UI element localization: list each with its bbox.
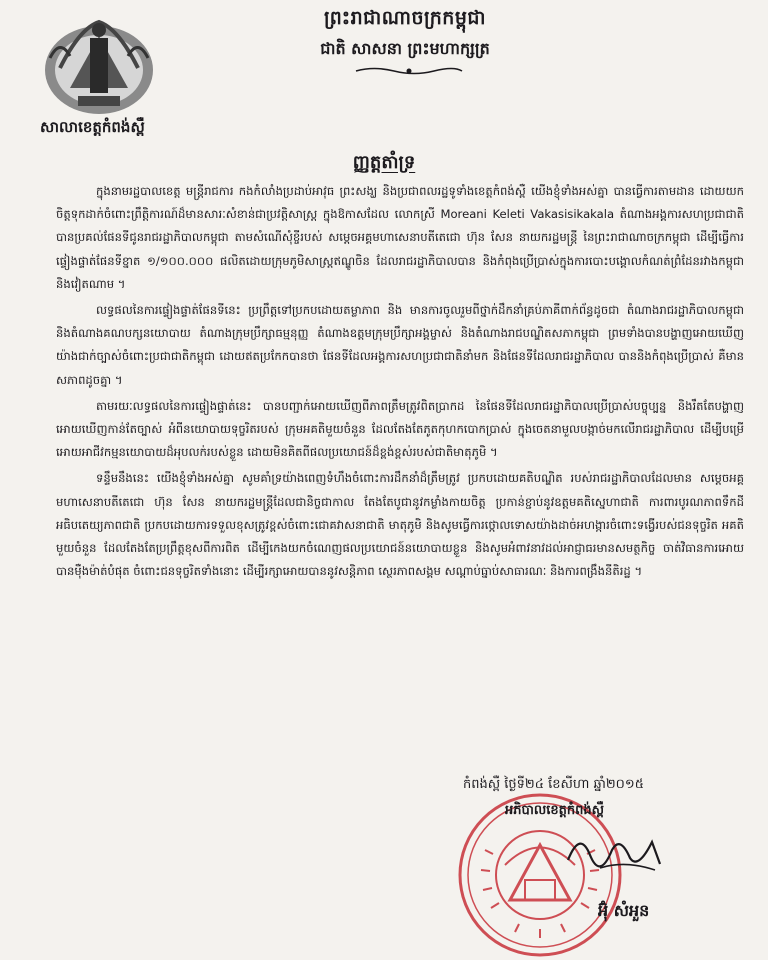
ministry-emblem [40, 8, 158, 120]
ornament-divider [354, 66, 464, 76]
paragraph: លទ្ធផលនៃការផ្ទៀងផ្ទាត់ផែនទីនេះ ប្រព្រឹត្តទៅប្រកបដោយតម្លាភាព និង មានការចូលរួមពីថ្នាក់ដឹកនាំគ្រប់ភាគីពាក់ព័ន្ធដូចជា តំណាងរាជរដ្ឋាភិបាលកម្ពុជា និងតំណាងគណបក្សនយោបាយ តំណាងក្រុមប្រឹក្សាធម្មនុញ្ញ តំណាងឧត្តមក្រុមប្រឹក្សាអង្គម្ចាស់ និងតំណាងរាជបណ្ឌិតសភាកម្ពុជា ព្រមទាំងបានបង្ហាញអោយឃើញយ៉ាងជាក់ច្បាស់ចំពោះប្រជាជាតិកម្ពុជា ដោយឥតប្រកែកបានថា ផែនទីដែលអង្គការសហប្រជាជាតិនាំមក និងផែនទីដែលរាជរដ្ឋាភិបាល បាននិងកំពុងប្រើប្រាស់ គឺមានសភាពដូចគ្នា ។ [56, 303, 744, 387]
handwritten-signature [560, 820, 680, 880]
national-motto: ជាតិ សាសនា ព្រះមហាក្សត្រ [320, 39, 490, 58]
issuing-office: សាលាខេត្តកំពង់ស្ពឺ [40, 118, 145, 136]
document-body [56, 180, 744, 586]
signatory-title: អភិបាលខេត្តកំពង់ស្ពឺ [505, 803, 605, 818]
kingdom-heading: ព្រះរាជាណាចក្រកម្ពុជា [324, 7, 486, 29]
paragraph: ក្នុងនាមរដ្ឋបាលខេត្ត មន្ត្រីរាជការ កងកំលាំងប្រដាប់អាវុធ ព្រះសង្ឃ និងប្រជាពលរដ្ឋទូទាំងខេត្តកំពង់ស្ពឺ យើងខ្ញុំទាំងអស់គ្នា បានធ្វើការតាមដាន ដោយយកចិត្តទុកដាក់ចំពោះព្រឹត្តិការណ៍ដ៏មានសារៈសំខាន់ជាប្រវត្តិសាស្ត្រ ក្នុងឱកាសដែល លោកស្រី Moreani Keleti Vakasisikakala តំណាងអង្គការសហប្រជាជាតិ បានប្រគល់ផែនទីជូនរាជរដ្ឋាភិបាលកម្ពុជា តាមសំណើសុំខ្ចីរបស់ សម្ដេចអគ្គមហាសេនាបតីតេជោ ហ៊ុន សែន នាយករដ្ឋមន្ត្រី នៃព្រះរាជាណាចក្រកម្ពុជា ដើម្បីធ្វើការផ្ទៀងផ្ទាត់ផែនទីខ្នាត ១/១០០.០០០ ផលិតដោយក្រុមភូមិសាស្ត្រឥណ្ឌូចិន ដែលរាជរដ្ឋាភិបាលបាន និងកំពុងប្រើប្រាស់ក្នុងការបោះបង្គោលកំណត់ព្រំដែនរវាងកម្ពុជា និងវៀតណាម ។ [56, 184, 744, 291]
place-and-date: កំពង់ស្ពឺ ថ្ងៃទី២៤ ខែសីហា ឆ្នាំ២០១៥ [463, 777, 644, 792]
paragraph: ទន្ទឹមនឹងនេះ យើងខ្ញុំទាំងអស់គ្នា សូមគាំទ្រយ៉ាងពេញទំហឹងចំពោះការដឹកនាំដ៏ត្រឹមត្រូវ ប្រកបដោយគតិបណ្ឌិត របស់រាជរដ្ឋាភិបាលដែលមាន សម្ដេចអគ្គមហាសេនាបតីតេជោ ហ៊ុន សែន នាយករដ្ឋមន្ត្រីដែលជានិច្ចជាកាល តែងតែបូជានូវកម្លាំងកាយចិត្ត ប្រកាន់ខ្ជាប់នូវឧត្តមគតិស្នេហាជាតិ ការពារបូរណភាពទឹកដី អធិបតេយ្យភាពជាតិ ប្រកបដោយការទទួលខុសត្រូវខ្ពស់ចំពោះជោគវាសនាជាតិ មាតុភូមិ និងសូមធ្វើការថ្កោលទោសយ៉ាងដាច់អហង្ការចំពោះទង្វើរបស់ជនទុច្ចរិត អគតិមួយចំនួន ដែលតែងតែប្រព្រឹត្តខុសពីការពិត ដើម្បីកេងយកចំណេញផលប្រយោជន៍នយោបាយខ្លួន និងសូមអំពាវនាវដល់អាជ្ញាធរមានសមត្ថកិច្ច ចាត់វិធានការអោយបានម៉ឺងម៉ាត់បំផុត ចំពោះជនទុច្ចរិតទាំងនោះ ដើម្បីរក្សាអោយបាននូវសន្តិភាព ស្ថេរភាពសង្គម សណ្ដាប់ធ្នាប់សាធារណៈ និងការពង្រឹងនីតិរដ្ឋ ។ [56, 471, 744, 579]
document-title: ញ្ញត្តតាំទ្រ [352, 152, 416, 173]
paragraph: តាមរយៈលទ្ធផលនៃការផ្ទៀងផ្ទាត់នេះ បានបញ្ជាក់អោយឃើញពីភាពត្រឹមត្រូវពិតប្រាកដ នៃផែនទីដែលរាជរដ្ឋាភិបាលប្រើប្រាស់បច្ចុប្បន្ន និងរឹតតែបង្ហាញអោយឃើញកាន់តែច្បាស់ អំពីនយោបាយទុច្ចរិតរបស់ ក្រុមអគតិមួយចំនួន ដែលតែងតែភូតកុហកបោកប្រាស់ ក្នុងចេតនាមួលបង្កាច់មកលើរាជរដ្ឋាភិបាល ដើម្បីបម្រើ អោយអាជីវកម្មនយោបាយដ៏អុបលក់របស់ខ្លួន ដោយមិនគិតពីផលប្រយោជន៍ដ៏ខ្ពង់ខ្ពស់របស់ជាតិមាតុភូមិ ។ [56, 398, 744, 460]
signer-name: អ៊ុំ សំអួន [598, 901, 650, 920]
